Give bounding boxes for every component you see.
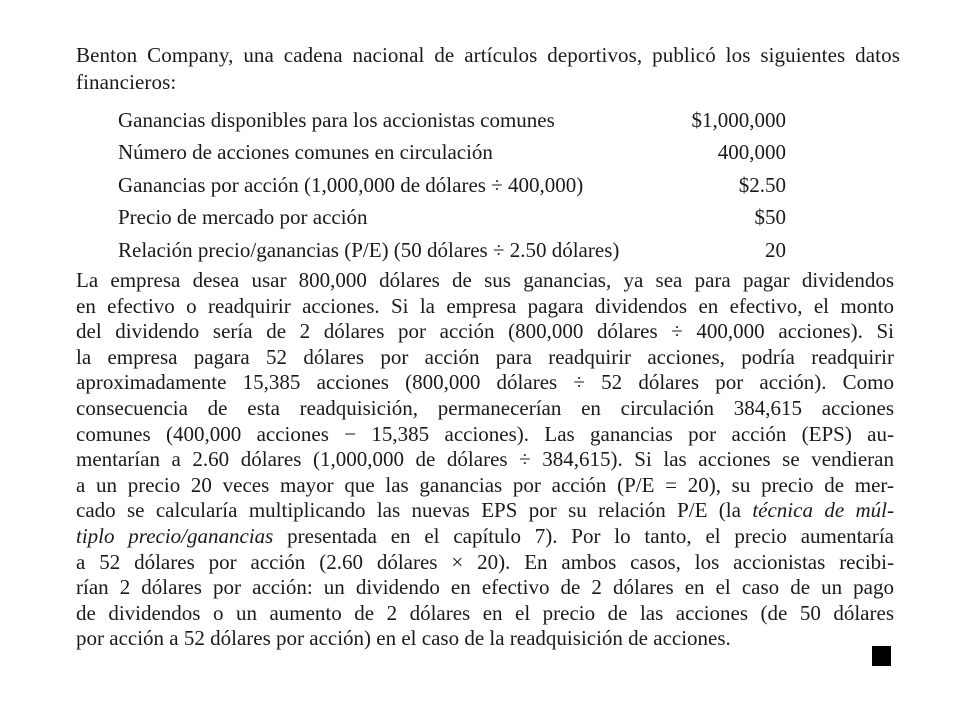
row-label: Número de acciones comunes en circulación (118, 140, 493, 165)
row-label: Ganancias por acción (1,000,000 de dólares ÷ 400,000) (118, 172, 584, 197)
text-line: en efectivo o readquirir acciones. Si la empresa pagara dividendos en efectivo, el monto (76, 293, 894, 318)
text-segment: presentada en el capítulo 7). Por lo tanto, el precio aumentaría (273, 523, 894, 548)
row-label: Precio de mercado por acción (118, 205, 368, 230)
row-value: 400,000 (717, 140, 786, 165)
table-row (118, 202, 786, 235)
italic-term: tiplo precio/ganancias (76, 523, 274, 548)
row-value: 20 (765, 237, 786, 262)
italic-term: técnica de múl- (752, 498, 894, 523)
text-line: rían 2 dólares por acción: un dividendo en efectivo de 2 dólares en el caso de un pago (76, 575, 894, 600)
text-line: La empresa desea usar 800,000 dólares de sus ganancias, ya sea para pagar dividendos (76, 268, 894, 292)
text-line-with-italic (76, 524, 894, 550)
table-row (118, 137, 786, 170)
end-of-section-square-icon (872, 646, 891, 666)
row-value: $1,000,000 (691, 107, 786, 132)
text-line: por acción a 52 dólares por acción) en el caso de la readquisición de acciones. (76, 626, 731, 651)
text-line: del dividendo sería de 2 dólares por acción (800,000 dólares ÷ 400,000 acciones). Si (76, 319, 894, 344)
text-line: aproximadamente 15,385 acciones (800,000 dólares ÷ 52 dólares por acción). Como (76, 370, 894, 395)
row-label: Relación precio/ganancias (P/E) (50 dólares ÷ 2.50 dólares) (118, 237, 620, 262)
row-label: Ganancias disponibles para los accionistas comunes (118, 107, 555, 132)
text-line: de dividendos o un aumento de 2 dólares en el precio de las acciones (de 50 dólares (76, 600, 894, 625)
row-value: $50 (754, 205, 786, 230)
table-row (118, 104, 786, 137)
text-segment: cado se calcularía multiplicando las nuevas EPS por su relación P/E (la (76, 498, 753, 523)
text-line-with-italic (76, 498, 894, 524)
financial-data-table (118, 104, 786, 267)
text-line: a un precio 20 veces mayor que las ganancias por acción (P/E = 20), su precio de mer- (76, 472, 894, 497)
table-row (118, 169, 786, 202)
table-row (118, 234, 786, 267)
text-line: consecuencia de esta readquisición, permanecerían en circulación 384,615 acciones (76, 395, 894, 420)
text-line: la empresa pagara 52 dólares por acción para readquirir acciones, podría readquirir (76, 344, 894, 369)
body-paragraph (76, 268, 894, 652)
row-value: $2.50 (738, 172, 786, 197)
text-line: comunes (400,000 acciones − 15,385 acciones). Las ganancias por acción (EPS) au- (76, 421, 894, 446)
intro-paragraph: Benton Company, una cadena nacional de artículos deportivos, publicó los siguientes datos financieros: (76, 43, 900, 94)
text-line: mentarían a 2.60 dólares (1,000,000 de dólares ÷ 384,615). Si las acciones se vendieran (76, 447, 894, 472)
text-line: a 52 dólares por acción (2.60 dólares × 20). En ambos casos, los accionistas recibi- (76, 549, 894, 574)
